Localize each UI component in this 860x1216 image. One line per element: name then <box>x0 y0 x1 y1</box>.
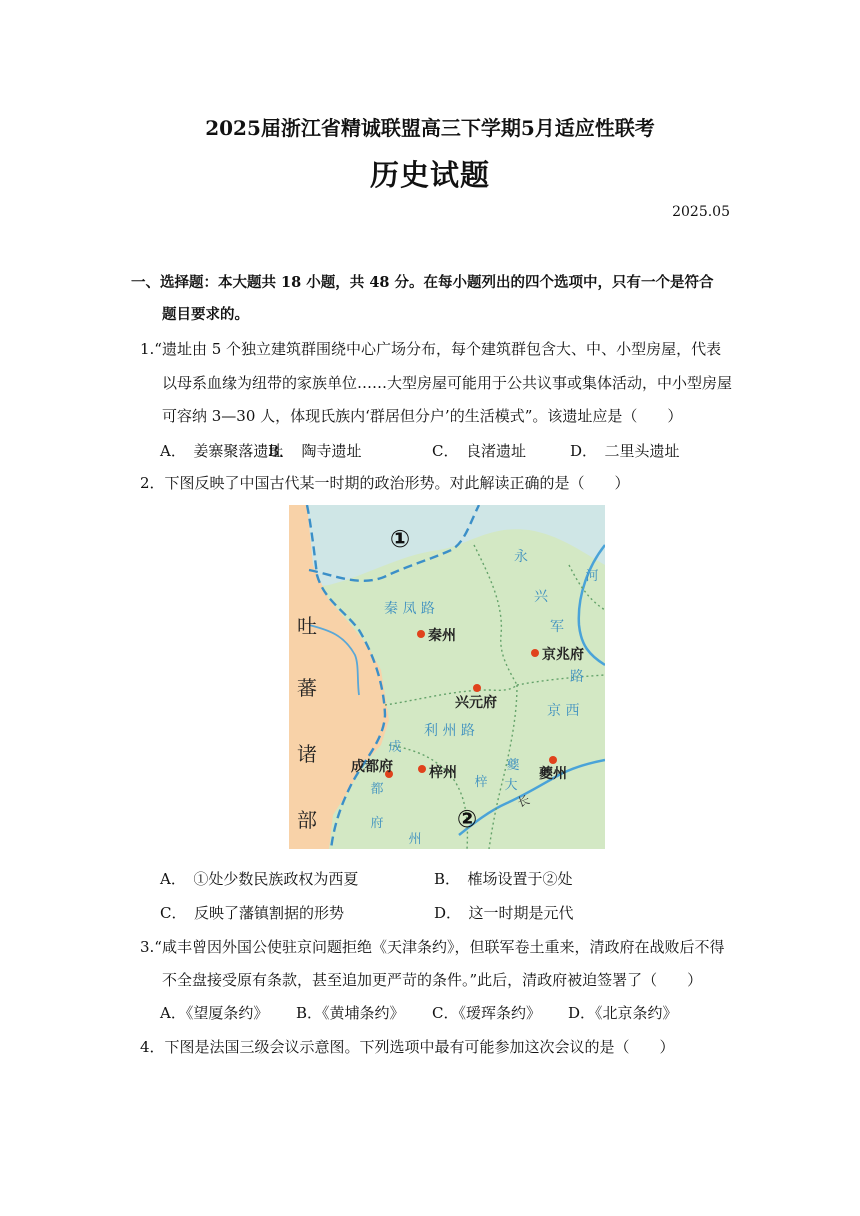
label-yong: 永 <box>514 549 528 565</box>
q1-line3: 可容纳 3—30 人，体现氏族内‘群居但分户’的生活模式”。该遗址应是（ ） <box>162 407 683 425</box>
section-heading: 一、选择题：本大题共 18 小题，共 48 分。在每小题列出的四个选项中，只有一个是符合 <box>131 274 714 291</box>
city-chengdufu: 成都府 <box>351 759 393 775</box>
exam-title: 2025届浙江省精诚联盟高三下学期5月适应性联考 <box>205 116 655 140</box>
q1-option-a[interactable]: A． 姜寨聚落遗址 <box>160 442 284 460</box>
label-fu: 府 <box>370 816 384 831</box>
q1-line2: 以母系血缘为纽带的家族单位……大型房屋可能用于公共议事或集体活动，中小型房屋 <box>162 374 733 392</box>
city-zizhou: 梓州 <box>429 765 457 781</box>
marker-2: ② <box>456 805 478 833</box>
q2-option-d[interactable]: D． 这一时期是元代 <box>434 904 574 922</box>
city-xingyuanfu: 兴元府 <box>455 695 497 711</box>
subject-title: 历史试题 <box>369 158 490 192</box>
label-qinfeng-road: 秦 凤 路 <box>384 601 435 617</box>
label-cheng: 成 <box>388 740 402 755</box>
q4-line1: 4．下图是法国三级会议示意图。下列选项中最有可能参加这次会议的是（ ） <box>140 1038 675 1056</box>
label-he: 河 <box>585 569 599 584</box>
city-dot-xingyuanfu <box>473 684 481 692</box>
exam-date: 2025.05 <box>672 204 730 220</box>
label-du: 都 <box>370 782 384 797</box>
label-da: 大 <box>504 778 518 793</box>
city-jingzhaofu: 京兆府 <box>542 647 584 663</box>
q3-line1: 3.“咸丰曾因外国公使驻京问题拒绝《天津条约》，但联军卷土重来，清政府在战败后不得 <box>140 938 725 956</box>
section-heading-cont: 题目要求的。 <box>162 306 249 323</box>
q1-option-d[interactable]: D． 二里头遗址 <box>570 442 680 460</box>
song-dynasty-map <box>289 505 605 849</box>
label-tubo-2: 蕃 <box>297 676 317 700</box>
label-tubo-4: 部 <box>297 808 317 832</box>
city-dot-jingzhaofu <box>531 649 539 657</box>
label-xing: 兴 <box>534 589 548 605</box>
q2-line1: 2．下图反映了中国古代某一时期的政治形势。对此解读正确的是（ ） <box>140 474 630 492</box>
city-dot-zizhou <box>418 765 426 773</box>
label-jun: 军 <box>550 619 564 635</box>
label-tubo-3: 诸 <box>297 742 317 766</box>
label-kui-region: 夔 <box>506 758 520 773</box>
label-lu: 路 <box>570 669 584 685</box>
q2-option-c[interactable]: C． 反映了藩镇割据的形势 <box>160 904 344 922</box>
q1-line1: 1.“遗址由 5 个独立建筑群围绕中心广场分布，每个建筑群包含大、中、小型房屋，代表 <box>140 340 722 358</box>
q1-option-c[interactable]: C． 良渚遗址 <box>432 442 526 460</box>
q3-option-c[interactable]: C．《瑷珲条约》 <box>432 1004 541 1022</box>
q2-option-b[interactable]: B． 榷场设置于②处 <box>434 870 573 888</box>
q3-option-b[interactable]: B．《黄埔条约》 <box>296 1004 405 1022</box>
label-jingxi: 京 西 <box>547 703 580 719</box>
q1-option-b[interactable]: B． 陶寺遗址 <box>268 442 362 460</box>
label-zhou: 州 <box>408 832 422 847</box>
q3-line2: 不全盘接受原有条款，甚至追加更严苛的条件。”此后，清政府被迫签署了（ ） <box>162 971 703 989</box>
label-chang: 长 <box>515 792 532 810</box>
city-qinzhou: 秦州 <box>428 628 456 644</box>
city-kuizhou: 夔州 <box>539 766 567 782</box>
q3-option-a[interactable]: A．《望厦条约》 <box>160 1004 269 1022</box>
q3-option-d[interactable]: D．《北京条约》 <box>568 1004 678 1022</box>
city-dot-kuizhou <box>549 756 557 764</box>
q2-option-a[interactable]: A． ①处少数民族政权为西夏 <box>160 870 359 888</box>
label-zi: 梓 <box>474 775 488 790</box>
label-tubo-1: 吐 <box>297 614 317 638</box>
city-dot-qinzhou <box>417 630 425 638</box>
label-lizhou-road: 利 州 路 <box>424 723 475 739</box>
marker-1: ① <box>389 525 411 553</box>
